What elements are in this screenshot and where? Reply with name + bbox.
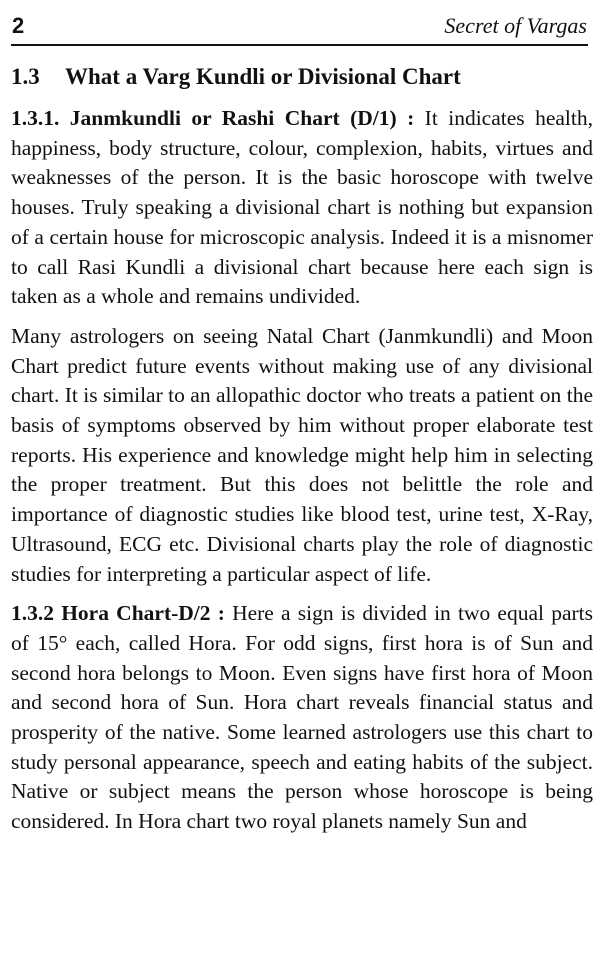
paragraph-hora-chart [11,599,593,837]
running-title: Secret of Vargas [444,13,587,38]
page-number: 2 [12,13,25,38]
paragraph-divisional-charts [11,322,593,589]
section-title: What a Varg Kundli or Divisional Chart [65,64,461,89]
subsection-heading-1-3-2: 1.3.2 Hora Chart-D/2 : [11,601,225,626]
paragraph-text: Many astrologers on seeing Natal Chart (Janmkundli) and Moon Chart predict future events without making use of any divisional chart. It is similar to an allopathic doctor who treats a patient on the basis of symptoms observed by him without proper elaborate test reports. His experience and knowledge might help him in selecting the proper treatment. But this does not belittle the role and importance of diagnostic studies like blood test, urine test, X-Ray, Ultrasound, ECG etc. Divisional charts play the role of diagnostic studies for interpreting a particular aspect of life. [11,323,593,586]
paragraph-janmkundli [11,104,593,312]
paragraph-text: It indicates health, happiness, body structure, colour, complexion, habits, virtues and weaknesses of the person. It is the basic horoscope with twelve houses. Truly speaking a divisional chart is nothing but expansion of a certain house for microscopic analysis. Indeed it is a misnomer to call Rasi Kundli a divisional chart because here each sign is taken as a whole and remains undivided. [11,106,593,309]
section-number: 1.3 [11,64,40,89]
paragraph-text: Here a sign is divided in two equal parts of 15° each, called Hora. For odd signs, first hora is of Sun and second hora belongs to Moon. Even signs have first hora of Moon and second hora of Sun. Hora chart reveals financial status and prosperity of the native. Some learned astrologers use this chart to study personal appearance, speech and eating habits of the subject. Native or subject means the person whose horoscope is being considered. In Hora chart two royal planets namely Sun and [11,601,593,834]
subsection-heading-1-3-1: 1.3.1. Janmkundli or Rashi Chart (D/1) : [11,106,415,130]
section-heading [11,60,593,94]
page-content [11,60,593,837]
page-header [11,10,588,46]
